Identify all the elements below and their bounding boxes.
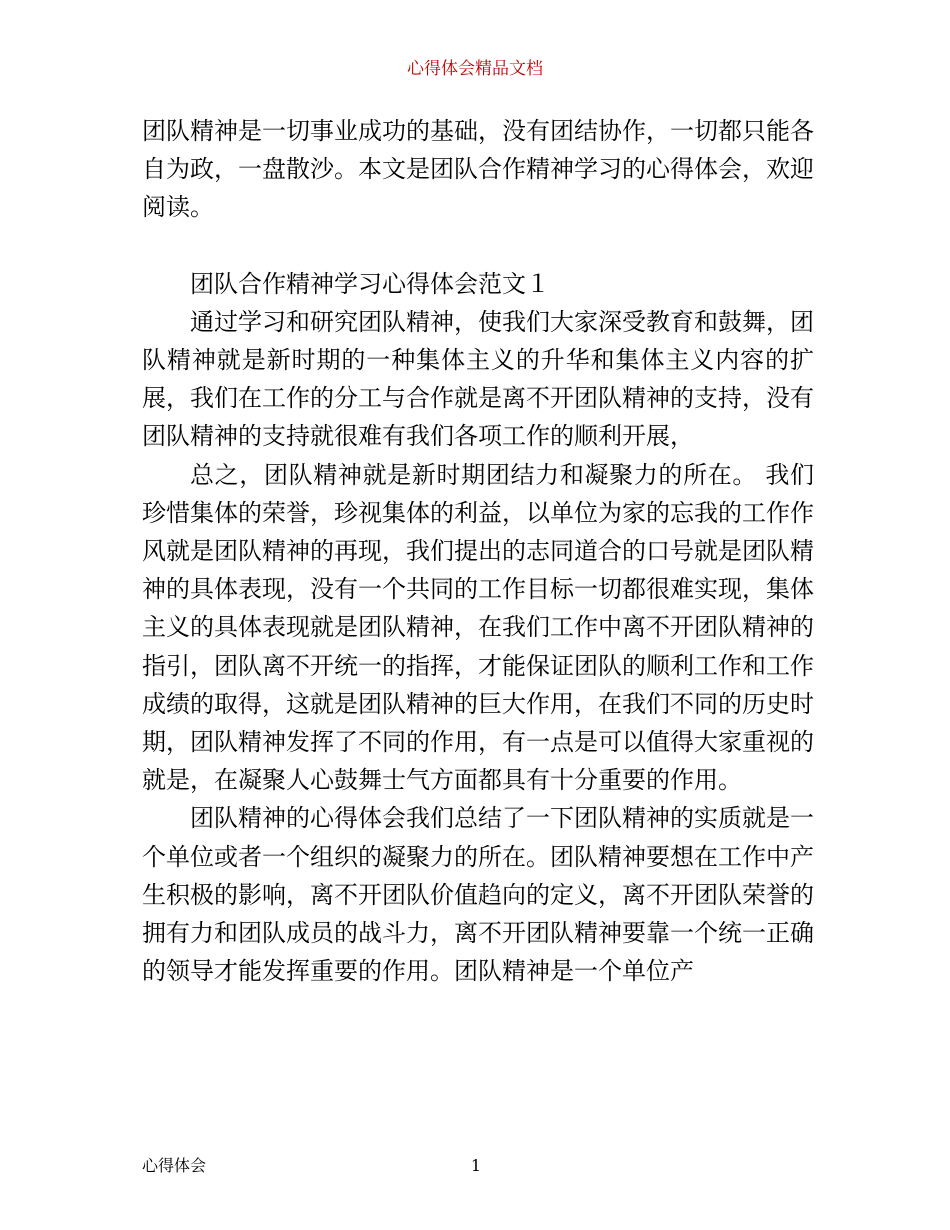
footer-label: 心得体会 xyxy=(142,1156,207,1175)
document-header-title: 心得体会精品文档 xyxy=(407,59,543,79)
body-paragraph: 团队精神的心得体会我们总结了一下团队精神的实质就是一个单位或者一个组织的凝聚力的所在。团队精神要想在工作中产生积极的影响，离不开团队价值趋向的定义，离不开团队荣誉的拥有力和团队成员的战斗力，离不开团队精神要靠一个统一正确的领导才能发挥重要的作用。团队精神是一个单位产 xyxy=(142,804,814,986)
page-number: 1 xyxy=(470,1156,482,1175)
document-body xyxy=(142,112,814,990)
body-paragraph: 通过学习和研究团队精神，使我们大家深受教育和鼓舞，团队精神就是新时期的一种集体主义的升华和集体主义内容的扩展，我们在工作的分工与合作就是离不开团队精神的支持，没有团队精神的支持就很难有我们各项工作的顺利开展， xyxy=(142,307,814,451)
section-heading: 团队合作精神学习心得体会范文１ xyxy=(190,269,550,298)
intro-paragraph: 团队精神是一切事业成功的基础，没有团结协作，一切都只能各自为政，一盘散沙。本文是团队合作精神学习的心得体会，欢迎阅读。 xyxy=(142,117,814,222)
body-paragraph: 总之，团队精神就是新时期团结力和凝聚力的所在。 我们珍惜集体的荣誉，珍视集体的利益，以单位为家的忘我的工作作风就是团队精神的再现，我们提出的志同道合的口号就是团队精神的具体表现，没有一个共同的工作目标一切都很难实现，集体主义的具体表现就是团队精神，在我们工作中离不开团队精神的指引，团队离不开统一的指挥，才能保证团队的顺利工作和工作成绩的取得，这就是团队精神的巨大作用，在我们不同的历史时期，团队精神发挥了不同的作用，有一点是可以值得大家重视的就是，在凝聚人心鼓舞士气方面都具有十分重要的作用。 xyxy=(142,460,814,795)
